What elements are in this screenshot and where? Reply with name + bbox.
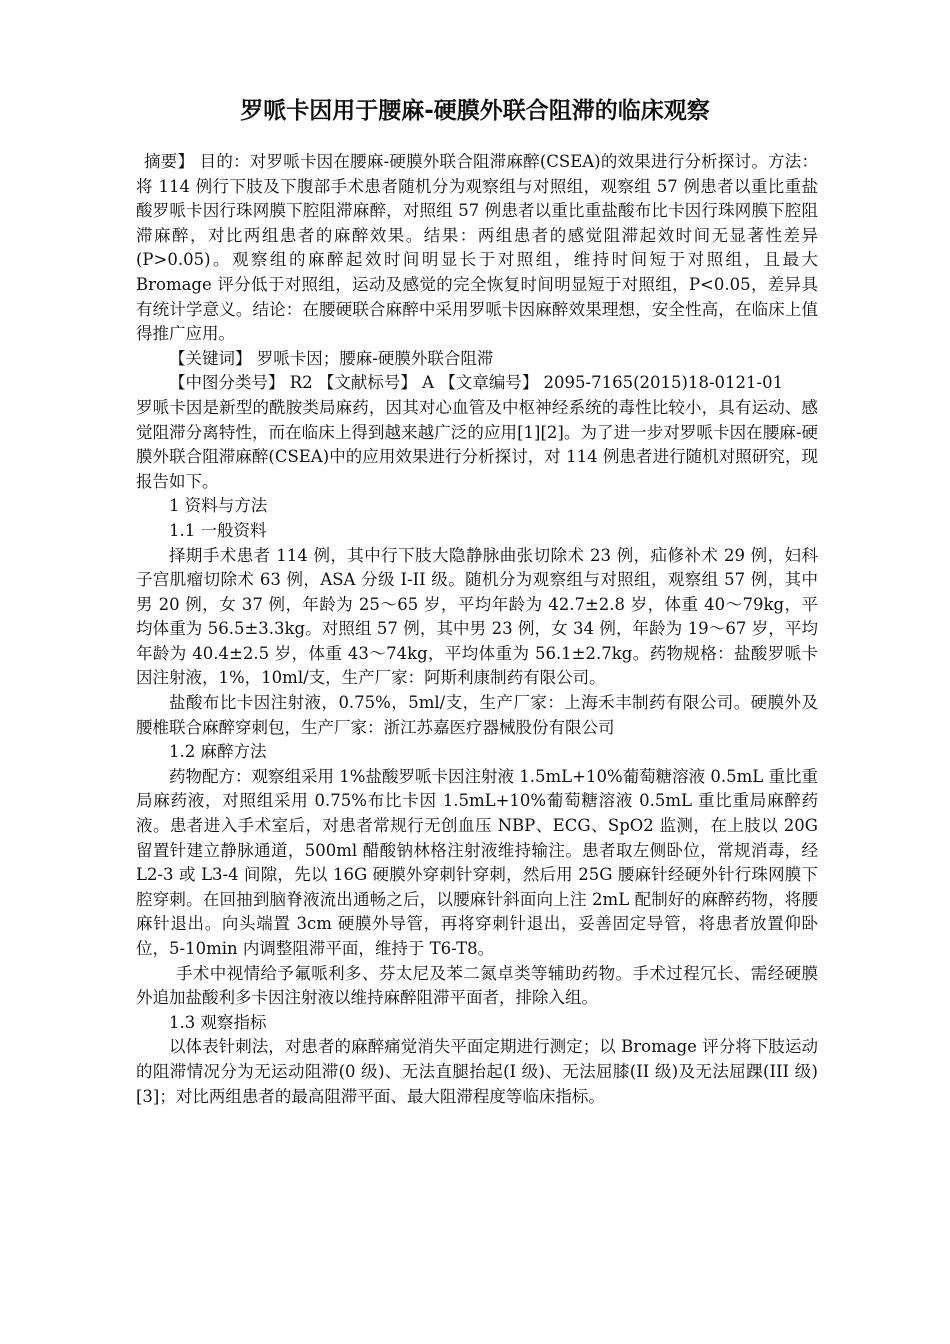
subsection-heading: 1.3 观察指标 xyxy=(169,1012,267,1032)
classification-line: 【中图分类号】 R2 【文献标号】 A 【文章编号】 2095-7165(2015)18-0121-01 xyxy=(169,373,784,393)
drug-info-paragraph: 盐酸布比卡因注射液，0.75%，5ml/支，生产厂家：上海禾丰制药有限公司。硬膜外及腰椎联合麻醉穿刺包，生产厂家：浙江苏嘉医疗器械股份有限公司 xyxy=(136,693,818,737)
subsection-heading: 1.2 麻醉方法 xyxy=(169,742,267,762)
article-body xyxy=(136,150,818,1109)
page-title: 罗哌卡因用于腰麻-硬膜外联合阻滞的临床观察 xyxy=(240,98,710,124)
auxiliary-drugs-paragraph: 手术中视情给予氟哌利多、芬太尼及苯二氮卓类等辅助药物。手术过程冗长、需经硬膜外追加盐酸利多卡因注射液以维持麻醉阻滞平面者，排除入组。 xyxy=(136,963,818,1008)
subsection-heading: 1.1 一般资料 xyxy=(169,520,267,540)
intro-paragraph: 罗哌卡因是新型的酰胺类局麻药，因其对心血管及中枢神经系统的毒性比较小，具有运动、感觉阻滞分离特性，而在临床上得到越来越广泛的应用[1][2]。为了进一步对罗哌卡因在腰麻-硬膜外联合阻滞麻醉(CSEA)中的应用效果进行分析探讨，对 114 例患者进行随机对照研究，现报告如下。 xyxy=(136,397,818,491)
section-heading: 1 资料与方法 xyxy=(169,496,268,516)
method-paragraph: 药物配方：观察组采用 1%盐酸罗哌卡因注射液 1.5mL+10%葡萄糖溶液 0.5mL 重比重局麻药液，对照组采用 0.75%布比卡因 1.5mL+10%葡萄糖溶液 0.5mL 重比重局麻醉药液。患者进入手术室后，对患者常规行无创血压 NBP、ECG、SpO2 监测，在上肢以 20G 留置针建立静脉通道，500ml 醋酸钠林格注射液维持输注。患者取左侧卧位，常规消毒，经 L2-3 或 L3-4 间隙，先以 16G 硬膜外穿刺针穿刺，然后用 25G 腰麻针经硬外针行珠网膜下腔穿刺。在回抽到脑脊液流出通畅之后，以腰麻针斜面向上注 2mL 配制好的麻醉药物，将腰麻针退出。向头端置 3cm 硬膜外导管，再将穿刺针退出，妥善固定导管，将患者放置仰卧位，5-10min 内调整阻滞平面，维持于 T6-T8。 xyxy=(136,766,818,958)
abstract-paragraph: 摘要】 目的：对罗哌卡因在腰麻-硬膜外联合阻滞麻醉(CSEA)的效果进行分析探讨。方法：将 114 例行下肢及下腹部手术患者随机分为观察组与对照组，观察组 57 例患者以重比重盐酸罗哌卡因行珠网膜下腔阻滞麻醉，对照组 57 例患者以重比重盐酸布比卡因行珠网膜下腔阻滞麻醉，对比两组患者的麻醉效果。结果：两组患者的感觉阻滞起效时间无显著性差异(P>0.05)。观察组的麻醉起效时间明显长于对照组，维持时间短于对照组，且最大 Bromage 评分低于对照组，运动及感觉的完全恢复时间明显短于对照组，P<0.05，差异具有统计学意义。结论：在腰硬联合麻醉中采用罗哌卡因麻醉效果理想，安全性高，在临床上值得推广应用。 xyxy=(136,152,818,344)
general-info-paragraph: 择期手术患者 114 例，其中行下肢大隐静脉曲张切除术 23 例，疝修补术 29 例，妇科子宫肌瘤切除术 63 例，ASA 分级 I-II 级。随机分为观察组与对照组，观察组 57 例，其中男 20 例，女 37 例，年龄为 25～65 岁，平均年龄为 42.7±2.8 岁，体重 40～79kg，平均体重为 56.5±3.3kg。对照组 57 例，其中男 23 例，女 34 例，年龄为 19～67 岁，平均年龄为 40.4±2.5 岁，体重 43～74kg，平均体重为 56.1±2.7kg。药物规格：盐酸罗哌卡因注射液，1%，10ml/支，生产厂家：阿斯利康制药有限公司。 xyxy=(136,545,818,688)
observation-paragraph: 以体表针刺法，对患者的麻醉痛觉消失平面定期进行测定；以 Bromage 评分将下肢运动的阻滞情况分为无运动阻滞(0 级)、无法直腿抬起(I 级)、无法屈膝(II 级)及无法屈踝(III 级)[3]；对比两组患者的最高阻滞平面、最大阻滞程度等临床指标。 xyxy=(136,1037,818,1106)
keywords-line: 【关键词】 罗哌卡因；腰麻-硬膜外联合阻滞 xyxy=(169,348,494,368)
